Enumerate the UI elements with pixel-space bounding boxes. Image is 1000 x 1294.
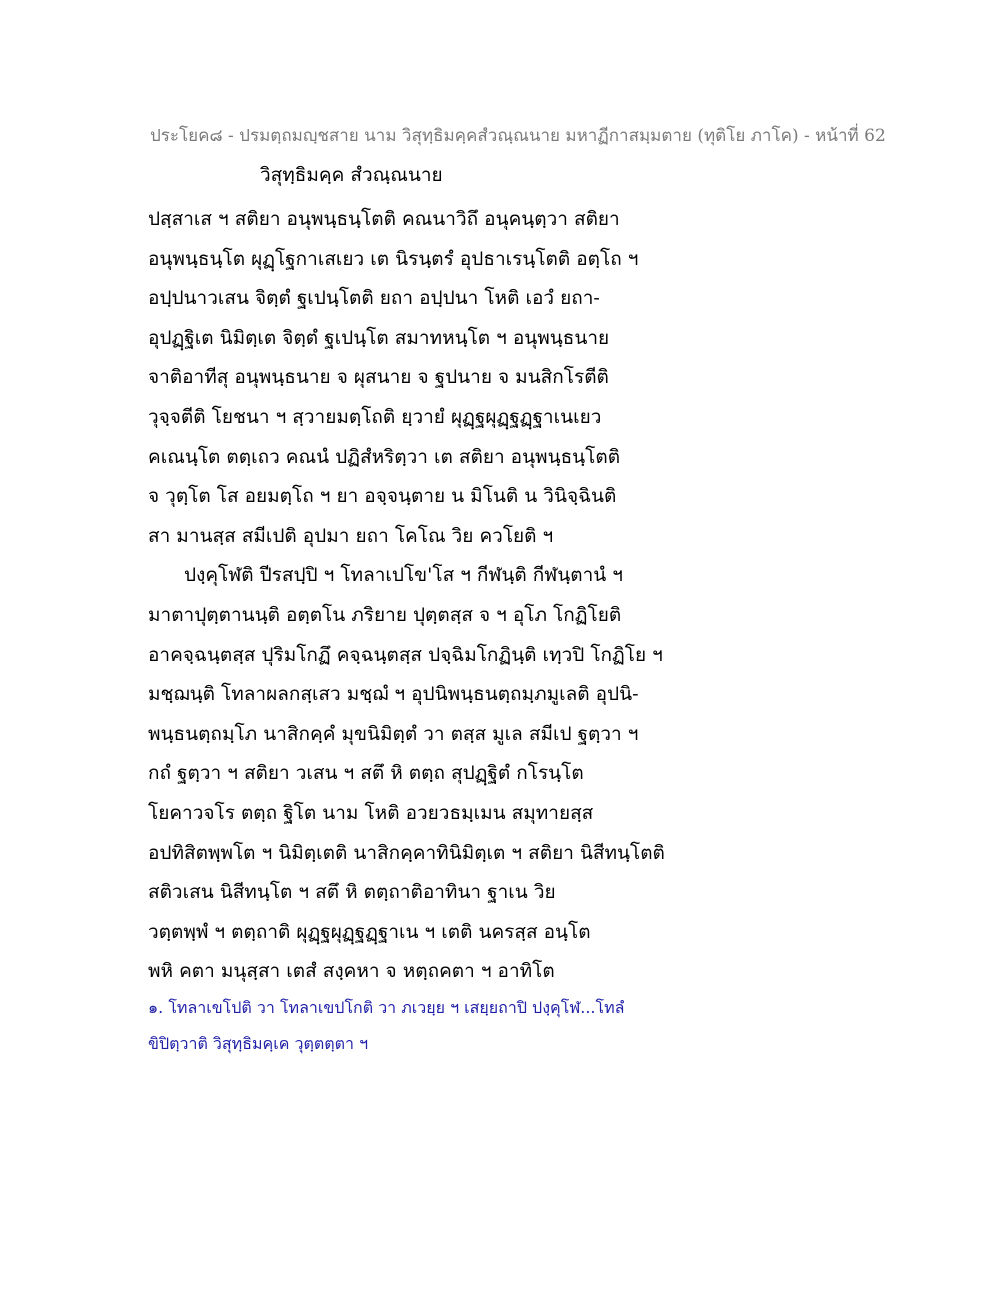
page-header: ประโยค๘ - ปรมตฺถมญฺชสาย นาม วิสุทฺธิมคฺคสํวณฺณนาย มหาฏีกาสมฺมตาย (ทุติโย ภาโค) - หน้าที่ 62 [150,126,886,146]
text-line: วุจฺจตีติ โยชนา ฯ สฺวายมตฺโถติ ยฺวายํ ผุฏฺฐผุฏฺฐฏฺฐาเนเยว [148,405,602,428]
text-line: ปสฺสาเส ฯ สติยา อนุพนฺธนฺโตติ คณนาวิถึ อนุคนฺตฺวา สติยา [148,208,620,230]
text-line: พหิ คตา มนุสฺสา เตสํ สงฺคหา จ หตฺถคตา ฯ อาทิโต [148,960,555,983]
body-text [148,200,868,992]
text-line: คเณนฺโต ตตฺเถว คณนํ ปฏิสํหริตฺวา เต สติยา อนุพนฺธนฺโตติ [148,445,621,468]
text-line: โยคาวจโร ตตฺถ ฐิโต นาม โหติ อวยวธมฺเมน สมุทายสฺส [148,801,594,824]
text-line: จาติอาทีสุ อนุพนฺธนาย จ ผุสนาย จ ฐปนาย จ มนสิกโรตีติ [148,366,609,389]
text-line: พนฺธนตฺถมฺโภ นาสิกคฺคํ มุขนิมิตฺตํ วา ตสฺส มูเล สมีเป ฐตฺวา ฯ [148,722,639,745]
text-line: สติวเสน นิสีทนฺโต ฯ สตึ หิ ตตฺถาติอาทินา ฐาเน วิย [148,881,556,904]
text-line: สา มานสฺส สมีเปติ อุปมา ยถา โคโณ วิย ควโยติ ฯ [148,524,554,547]
text-line: อปฺปนาวเสน จิตฺตํ ฐเปนฺโตติ ยถา อปฺปนา โหติ เอวํ ยถา- [148,287,600,310]
text-line: กถํ ฐตฺวา ฯ สติยา วเสน ฯ สตึ หิ ตตฺถ สุปฏฺฐิตํ กโรนฺโต [148,762,584,785]
footnote-line: ขิปิตฺวาติ วิสุทฺธิมคฺเค วุตฺตตฺตา ฯ [148,1034,369,1053]
footnotes [148,990,868,1062]
text-line: อาคจฺฉนฺตสฺส ปุริมโกฏึ คจฺฉนฺตสฺส ปจฺฉิมโกฏินฺติ เทฺวปิ โกฏิโย ฯ [148,643,663,666]
text-line: อุปฏฺฐิเต นิมิตฺเต จิตฺตํ ฐเปนฺโต สมาทหนฺโต ฯ อนุพนฺธนาย [148,326,610,349]
text-line: มชฺฌนฺติ โทลาผลกสฺเสว มชฺฌํ ฯ อุปนิพนฺธนตฺถมฺภมูเลติ อุปนิ- [148,683,639,706]
paragraph-start-line: ปงฺคุโฬติ ปีรสปฺปิ ฯ โทลาเปโข'โส ฯ กีฬนฺติ กีฬนฺตานํ ฯ [184,564,623,587]
text-line: อปทิสิตพฺพโต ฯ นิมิตฺเตติ นาสิกคฺคาทินิมิตฺเต ฯ สติยา นิสีทนฺโตติ [148,841,665,864]
section-title: วิสุทฺธิมคฺค สํวณฺณนาย [260,164,443,186]
text-line: อนุพนฺธนฺโต ผุฏฺโฐกาเสเยว เต นิรนฺตรํ อุปธาเรนฺโตติ อตฺโถ ฯ [148,247,639,270]
footnote-line: ๑. โทลาเขโปติ วา โทลาเขปโกติ วา ภเวยฺย ฯ เสยฺยถาปิ ปงฺคุโฬ...โทลํ [148,998,625,1017]
text-line: จ วุตฺโต โส อยมตฺโถ ฯ ยา อจฺจนฺตาย น มิโนติ น วินิจฺฉินติ [148,485,617,508]
text-line: มาตาปุตฺตานนฺติ อตฺตโน ภริยาย ปุตฺตสฺส จ ฯ อุโภ โกฏิโยติ [148,603,622,626]
text-line: วตฺตพฺพํ ฯ ตตฺถาติ ผุฏฺฐผุฏฺฐฏฺฐาเน ฯ เตติ นครสฺส อนฺโต [148,920,591,943]
